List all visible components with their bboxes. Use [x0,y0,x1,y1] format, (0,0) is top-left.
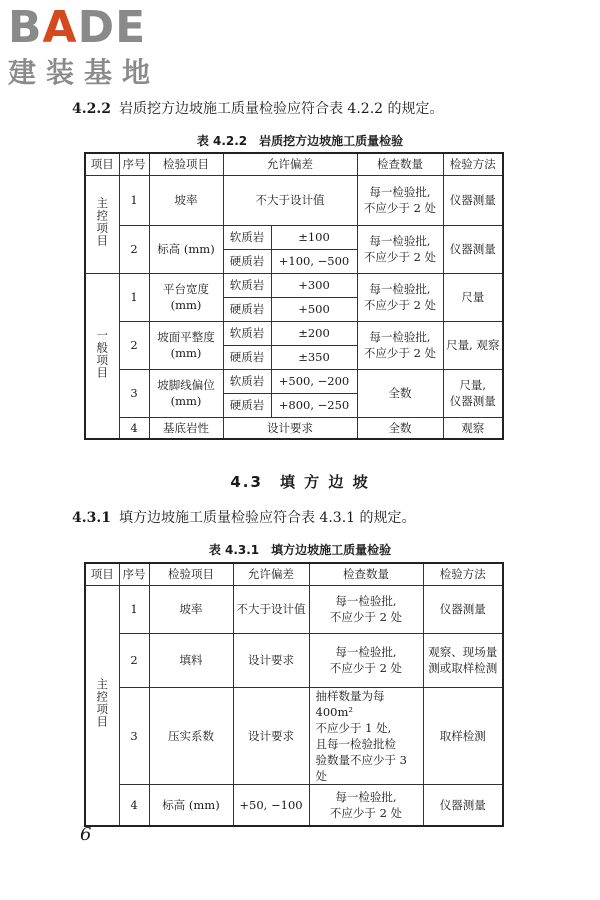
table-row: 2 填料 设计要求 每一检验批, 不应少于 2 处 观察、现场量 测或取样检测 [85,633,503,687]
table-row: 主控项目 1 坡率 不大于设计值 每一检验批, 不应少于 2 处 仪器测量 [85,175,503,225]
table-row: 硬质岩 +100, −500 [85,249,503,273]
table-row: 4 标高 (mm) +50, −100 每一检验批, 不应少于 2 处 仪器测量 [85,784,503,826]
header-cell: 允许偏差 [223,153,357,175]
header-cell: 项目 [85,563,119,585]
table-row: 3 坡脚线偏位 (mm) 软质岩 +500, −200 全数 尺量, 仪器测量 [85,369,503,393]
table-4-3-1 [84,562,504,827]
header-cell: 检查数量 [309,563,423,585]
table-row: 主控项目 1 坡率 不大于设计值 每一检验批, 不应少于 2 处 仪器测量 [85,585,503,633]
table1-caption: 表 4.2.2 岩质挖方边坡施工质量检验 [196,134,404,148]
table-row: 硬质岩 +500 [85,297,503,321]
table-row: 2 坡面平整度 (mm) 软质岩 ±200 每一检验批, 不应少于 2 处 尺量, 观察 [85,321,503,345]
logo [8,4,188,94]
clause-4-2-2: 4.2.2 岩质挖方边坡施工质量检验应符合表 4.2.2 的规定。 [72,101,444,117]
table-header-row [85,153,503,175]
table-row: 一般项目 1 平台宽度 (mm) 软质岩 +300 每一检验批, 不应少于 2 处 尺量 [85,273,503,297]
header-cell: 检验项目 [149,563,233,585]
table-row: 2 标高 (mm) 软质岩 ±100 每一检验批, 不应少于 2 处 仪器测量 [85,225,503,249]
clause-4-3-1: 4.3.1 填方边坡施工质量检验应符合表 4.3.1 的规定。 [72,510,416,526]
header-cell: 允许偏差 [233,563,309,585]
table2-caption: 表 4.3.1 填方边坡施工质量检验 [208,543,392,557]
table-4-2-2 [84,152,504,440]
table-row: 4 基底岩性 设计要求 全数 观察 [85,417,503,439]
header-cell: 检验项目 [149,153,223,175]
header-cell: 检查数量 [357,153,443,175]
group-cell: 主控项目 [85,175,119,273]
logo-chinese: 建装基地 [8,56,161,89]
logo-wordmark: BADE [8,2,147,53]
table-row: 3 压实系数 设计要求 抽样数量为每 400m² 不应少于 1 处, 且每一检验批检 验数量不应少于 3 处 取样检测 [85,687,503,784]
table-header-row [85,563,503,585]
group-cell: 一般项目 [85,273,119,439]
table-row: 硬质岩 ±350 [85,345,503,369]
header-cell: 检验方法 [443,153,503,175]
section-title: 4.3 填 方 边 坡 [230,473,370,491]
header-cell: 项目 [85,153,119,175]
header-cell: 序号 [119,153,149,175]
header-cell: 检验方法 [423,563,503,585]
group-cell: 主控项目 [85,585,119,826]
page-number: 6 [80,824,92,845]
header-cell: 序号 [119,563,149,585]
table-row: 硬质岩 +800, −250 [85,393,503,417]
